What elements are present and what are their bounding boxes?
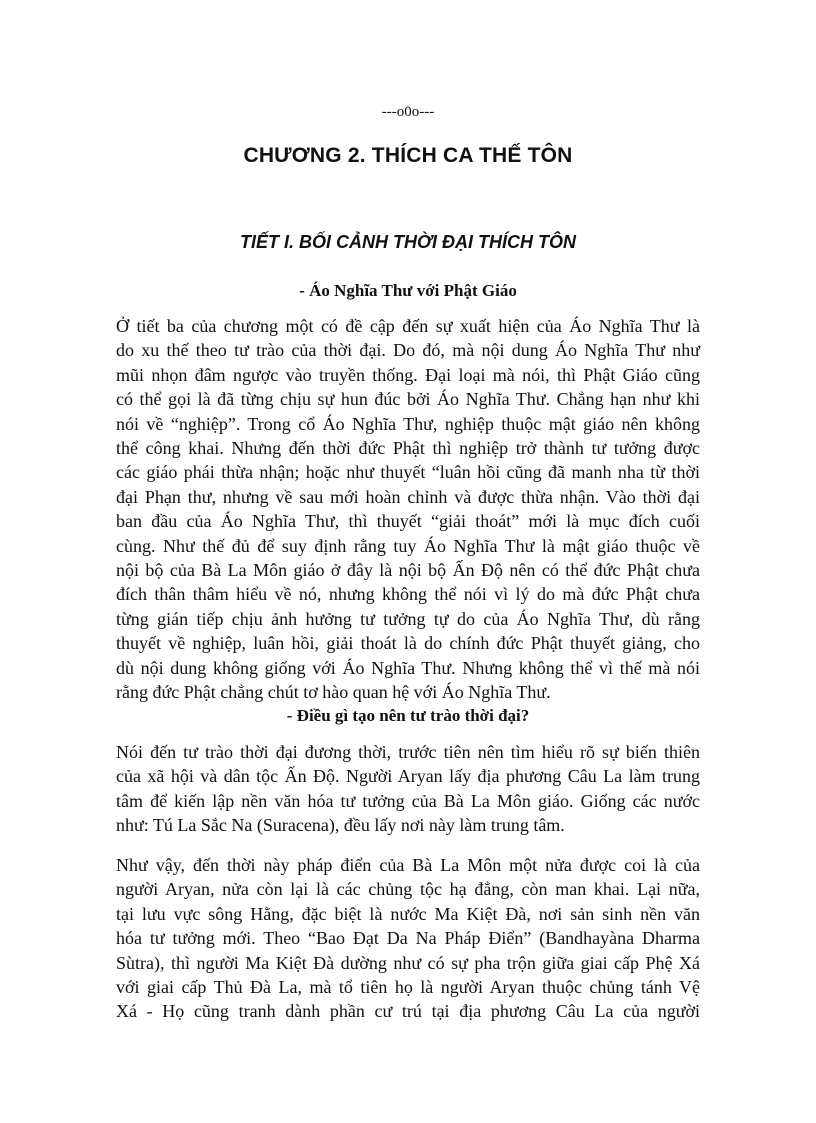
text-line: tâm để kiến lập nền văn hóa tư tưởng của Bà La Môn giáo. Giống các nước bbox=[116, 790, 700, 811]
text-line: Xá - Họ cũng tranh dành phần cư trú tại địa phương Câu La của người bbox=[116, 1001, 700, 1022]
text-line: rằng đức Phật chẳng chút tơ hào quan hệ với Áo Nghĩa Thư. bbox=[116, 682, 551, 703]
text-line: với giai cấp Thủ Đà La, mà tổ tiên họ là người Aryan thuộc chủng tánh Vệ bbox=[116, 977, 700, 998]
chapter-title: CHƯƠNG 2. THÍCH CA THẾ TÔN bbox=[243, 144, 573, 167]
paragraph-brahmin-law bbox=[116, 853, 700, 1024]
text-line: do xu thế theo tư trào của thời đại. Do đó, mà nội dung Áo Nghĩa Thư như bbox=[116, 340, 700, 361]
text-line: đại Phạn thư, nhưng về sau mới hoàn chỉnh và được thừa nhận. Vào thời đại bbox=[116, 486, 700, 507]
text-line: có thể gọi là đã từng chịu sự hun đúc bởi Áo Nghĩa Thư. Chẳng hạn như khi bbox=[116, 389, 700, 410]
section-divider: ---o0o--- bbox=[381, 104, 435, 120]
text-line: ban đầu của Áo Nghĩa Thư, thì thuyết “giải thoát” mới là mục đích cuối bbox=[116, 511, 700, 532]
text-line: cùng. Như thế đủ để suy định rằng tuy Áo Nghĩa Thư là mật giáo thuộc về bbox=[116, 535, 700, 556]
paragraph-society-india bbox=[116, 740, 700, 838]
text-line: Ở tiết ba của chương một có đề cập đến sự xuất hiện của Áo Nghĩa Thư là bbox=[116, 316, 700, 336]
text-line: Sùtra), thì người Ma Kiệt Đà dường như có sự pha trộn giữa giai cấp Phệ Xá bbox=[116, 952, 700, 973]
text-line: người Aryan, nửa còn lại là các chủng tộc hạ đẳng, còn man khai. Lại nữa, bbox=[116, 879, 700, 900]
text-line: mũi nhọn đâm ngược vào truyền thống. Đại loại mà nói, thì Phật Giáo cũng bbox=[116, 364, 700, 385]
text-line: nói về “nghiệp”. Trong cổ Áo Nghĩa Thư, nghiệp thuộc mật giáo nên không bbox=[116, 413, 700, 434]
text-line: từng gián tiếp chịu ảnh hưởng tư tưởng tự do của Áo Nghĩa Thư, dù rằng bbox=[116, 608, 700, 629]
text-line: thể công khai. Nhưng đến thời đức Phật thì nghiệp trở thành tư tưởng được bbox=[116, 438, 700, 459]
text-line: như: Tú La Sắc Na (Suracena), đều lấy nơi này làm trung tâm. bbox=[116, 815, 565, 836]
subheading-upanishads-buddhism: - Áo Nghĩa Thư với Phật Giáo bbox=[299, 281, 517, 300]
text-line: các giáo phái thừa nhận; hoặc như thuyết “luân hồi cũng đã manh nha từ thời bbox=[116, 462, 700, 483]
text-line: đích thân thâm hiểu về nó, nhưng không thể nói vì lý do mà đức Phật chưa bbox=[116, 584, 700, 605]
text-line: Nói đến tư trào thời đại đương thời, trước tiên nên tìm hiểu rõ sự biến thiên bbox=[116, 742, 700, 762]
paragraph-upanishads bbox=[116, 314, 700, 705]
text-line: dù nội dung không giống với Áo Nghĩa Thư. Nhưng không thể vì thế mà nói bbox=[116, 657, 700, 678]
text-line: hóa tư tưởng mới. Theo “Bao Đạt Da Na Pháp Điển” (Bandhayàna Dharma bbox=[116, 928, 700, 949]
text-line: nội bộ của Bà La Môn giáo ở đây là nội bộ Ấn Độ nên có thể đức Phật chưa bbox=[116, 560, 700, 581]
subheading-era-trends: - Điều gì tạo nên tư trào thời đại? bbox=[286, 706, 530, 725]
text-line: của xã hội và dân tộc Ấn Độ. Người Aryan lấy địa phương Câu La làm trung bbox=[116, 766, 700, 787]
section-title: TIẾT I. BỐI CẢNH THỜI ĐẠI THÍCH TÔN bbox=[239, 232, 577, 252]
text-line: Như vậy, đến thời này pháp điển của Bà La Môn một nửa được coi là của bbox=[116, 855, 700, 875]
text-line: tại lưu vực sông Hằng, đặc biệt là nước Ma Kiệt Đà, nơi sản sinh nền văn bbox=[116, 903, 700, 924]
text-line: thuyết về nghiệp, luân hồi, giải thoát là do chính đức Phật thuyết giảng, cho bbox=[116, 633, 700, 654]
